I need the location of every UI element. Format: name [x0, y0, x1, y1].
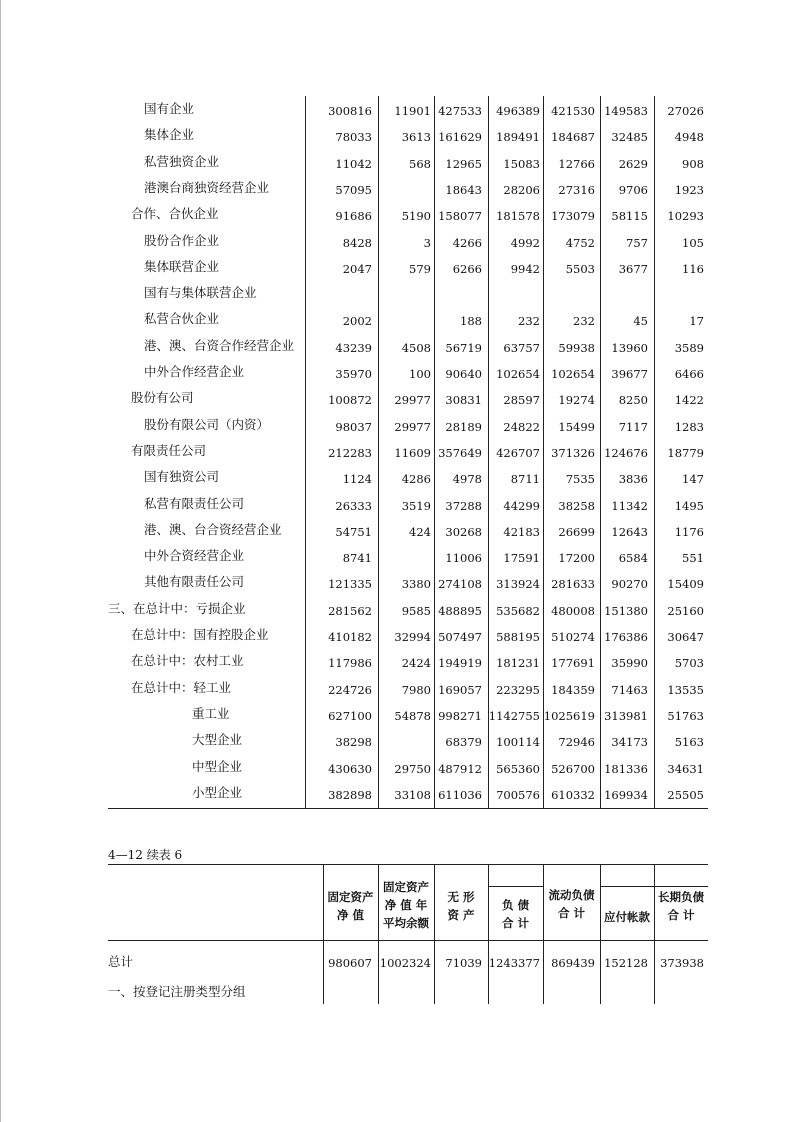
header-line: 长期负债 [658, 890, 704, 904]
cell-value: 6266 [452, 261, 482, 276]
cell-value: 382898 [328, 787, 372, 802]
cell-value: 371326 [551, 445, 595, 460]
cell-value: 212283 [328, 445, 372, 460]
cell-value: 32994 [394, 630, 431, 644]
table-row [108, 780, 708, 806]
header-line: 负 债 [501, 898, 529, 912]
cell-value: 7980 [401, 682, 431, 697]
table-row [108, 543, 708, 569]
row-label: 重工业 [192, 705, 230, 721]
cell-value: 1422 [674, 393, 704, 408]
table-top-rule [108, 864, 708, 865]
header-line: 平均余额 [383, 916, 429, 930]
cell-value: 56719 [445, 340, 482, 355]
cell-value: 30647 [667, 630, 704, 644]
table-row [108, 306, 708, 332]
cell-value: 121335 [328, 577, 372, 592]
cell-value: 424 [409, 524, 431, 539]
row-label: 股份有限公司（内资） [144, 416, 270, 432]
cell-value: 149583 [604, 104, 648, 118]
table-row [108, 149, 708, 175]
row-label: 总计 [108, 954, 134, 969]
cell-value: 7117 [618, 419, 648, 434]
table-row [108, 280, 708, 306]
cell-value: 28189 [445, 419, 482, 434]
row-label: 股份合作企业 [144, 232, 220, 248]
cell-value: 184687 [551, 130, 595, 145]
header-line: 无 形 [447, 890, 475, 904]
header-line: 净 值 年 [384, 898, 428, 912]
cell-value: 6466 [674, 367, 704, 381]
cell-value: 17200 [558, 551, 595, 566]
cell-value: 181578 [496, 209, 540, 224]
cell-value: 176386 [604, 630, 648, 644]
cell-value: 4978 [452, 472, 482, 487]
cell-value: 19274 [558, 393, 595, 408]
cell-value: 568 [409, 156, 431, 171]
cell-value: 158077 [438, 209, 482, 224]
cell-value: 33108 [394, 787, 431, 802]
cell-value: 173079 [551, 209, 595, 224]
cell-value: 90270 [611, 577, 648, 592]
cell-value: 71039 [445, 956, 482, 970]
cell-value: 11609 [394, 445, 431, 460]
row-label: 其他有限责任公司 [144, 574, 245, 590]
cell-value: 313924 [496, 577, 540, 592]
column-divider [434, 864, 435, 1004]
cell-value: 54751 [335, 524, 372, 539]
row-label: 港、澳、台合资经营企业 [144, 521, 282, 537]
cell-value: 426707 [496, 445, 540, 460]
row-label: 港澳台商独资经营企业 [144, 179, 270, 195]
row-label: 股份有公司 [131, 390, 194, 406]
table-row [108, 175, 708, 201]
cell-value: 90640 [445, 367, 482, 381]
table-row [108, 201, 708, 227]
header-line: 资 产 [447, 908, 475, 922]
cell-value: 300816 [328, 104, 372, 118]
cell-value: 11006 [445, 551, 482, 566]
table-row [108, 648, 708, 674]
column-header [654, 888, 708, 924]
cell-value: 9942 [510, 261, 540, 276]
row-label: 在总计中：农村工业 [131, 653, 244, 669]
cell-value: 27316 [558, 182, 595, 197]
table-row [108, 412, 708, 438]
cell-value: 11342 [611, 498, 648, 513]
row-label: 有限责任公司 [131, 442, 207, 458]
row-label: 小型企业 [192, 784, 243, 800]
header-line: 流动负债 [548, 888, 595, 902]
cell-value: 421530 [551, 104, 595, 118]
cell-value: 4752 [565, 235, 595, 250]
cell-value: 105 [682, 235, 704, 250]
cell-value: 12643 [611, 524, 648, 539]
column-divider [488, 864, 489, 1004]
header-line: 净 值 [336, 908, 364, 922]
cell-value: 17591 [503, 551, 540, 566]
cell-value: 117986 [328, 656, 372, 671]
header-bottom-rule [108, 940, 708, 941]
cell-value: 98037 [335, 419, 372, 434]
cell-value: 78033 [335, 130, 372, 145]
row-label: 国有企业 [144, 101, 195, 116]
cell-value: 223295 [496, 682, 540, 697]
cell-value: 15409 [667, 577, 704, 592]
table-row [108, 438, 708, 464]
cell-value: 24822 [503, 419, 540, 434]
cell-value: 3677 [618, 261, 648, 276]
cell-value: 4266 [452, 235, 482, 250]
cell-value: 281562 [328, 603, 372, 618]
cell-value: 17 [689, 314, 704, 329]
cell-value: 1495 [674, 498, 704, 513]
cell-value: 12766 [558, 156, 595, 171]
cell-value: 3589 [674, 340, 704, 355]
table-row [108, 754, 708, 780]
cell-value: 25160 [667, 603, 704, 618]
cell-value: 35970 [335, 367, 372, 381]
cell-value: 908 [682, 156, 704, 171]
cell-value: 535682 [496, 603, 540, 618]
row-label: 中外合作经营企业 [144, 364, 245, 379]
cell-value: 232 [518, 314, 540, 329]
row-label: 私营合伙企业 [144, 311, 220, 327]
row-label: 在总计中：轻工业 [131, 679, 232, 695]
cell-value: 9706 [618, 182, 648, 197]
cell-value: 2424 [401, 656, 431, 671]
cell-value: 313981 [604, 708, 648, 723]
cell-value: 51763 [667, 708, 704, 723]
cell-value: 184359 [551, 682, 595, 697]
cell-value: 177691 [551, 656, 595, 671]
header-line: 应付帐款 [604, 910, 650, 924]
cell-value: 8428 [342, 235, 372, 250]
cell-value: 15083 [503, 156, 540, 171]
cell-value: 18779 [667, 445, 704, 460]
table-row [108, 517, 708, 543]
table-bottom-rule [108, 808, 708, 809]
cell-value: 54878 [394, 708, 431, 723]
cell-value: 410182 [328, 630, 372, 644]
cell-value: 18643 [445, 182, 482, 197]
cell-value: 757 [626, 235, 648, 250]
table-row [108, 359, 708, 385]
header-line: 合 计 [557, 906, 585, 920]
cell-value: 34173 [611, 735, 648, 750]
cell-value: 11042 [335, 156, 372, 171]
column-divider [600, 864, 601, 1004]
column-divider [323, 864, 324, 1004]
row-label: 国有与集体联营企业 [144, 285, 257, 301]
column-header [434, 888, 488, 924]
row-label: 中外合资经营企业 [144, 548, 245, 564]
cell-value: 427533 [438, 104, 482, 118]
column-divider [654, 864, 655, 1004]
cell-value: 181231 [496, 656, 540, 671]
cell-value: 57095 [335, 182, 372, 197]
cell-value: 507497 [438, 630, 482, 644]
cell-value: 4948 [674, 130, 704, 145]
table-row [108, 385, 708, 411]
cell-value: 510274 [551, 630, 595, 644]
cell-value: 15499 [558, 419, 595, 434]
cell-value: 27026 [667, 104, 704, 118]
cell-value: 161629 [438, 130, 482, 145]
row-label: 国有独资公司 [144, 469, 220, 485]
cell-value: 3519 [401, 498, 431, 513]
cell-value: 1283 [674, 419, 704, 434]
cell-value: 25505 [667, 787, 704, 802]
table-row [108, 96, 708, 122]
cell-value: 152128 [604, 956, 648, 970]
cell-value: 124676 [604, 445, 648, 460]
table-row [108, 254, 708, 280]
cell-value: 7535 [565, 472, 595, 487]
cell-value: 100 [409, 367, 431, 381]
cell-value: 26333 [335, 498, 372, 513]
cell-value: 72946 [558, 735, 595, 750]
cell-value: 487912 [438, 761, 482, 776]
cell-value: 13960 [611, 340, 648, 355]
cell-value: 194919 [438, 656, 482, 671]
table-row [108, 569, 708, 595]
cell-value: 1002324 [379, 956, 431, 970]
table-row [108, 622, 708, 648]
cell-value: 579 [409, 261, 431, 276]
cell-value: 63757 [503, 340, 540, 355]
cell-value: 4992 [510, 235, 540, 250]
cell-value: 100872 [328, 393, 372, 408]
row-label: 私营有限责任公司 [144, 495, 245, 511]
header-line: 固定资产 [327, 890, 374, 904]
cell-value: 998271 [438, 708, 482, 723]
row-label: 一、按登记注册类型分组 [108, 984, 246, 999]
cell-value: 29977 [394, 419, 431, 434]
cell-value: 3380 [401, 577, 431, 592]
cell-value: 1923 [674, 182, 704, 197]
column-divider [543, 864, 544, 1004]
cell-value: 102654 [496, 367, 540, 381]
cell-value: 5190 [401, 209, 431, 224]
table-row [108, 464, 708, 490]
row-label: 私营独资企业 [144, 153, 220, 169]
row-label: 港、澳、台资合作经营企业 [144, 337, 295, 353]
cell-value: 496389 [496, 104, 540, 118]
cell-value: 6584 [618, 551, 648, 566]
cell-value: 4508 [401, 340, 431, 355]
cell-value: 12965 [445, 156, 482, 171]
cell-value: 551 [682, 551, 704, 566]
table-row [108, 596, 708, 622]
cell-value: 627100 [328, 708, 372, 723]
table-row [108, 122, 708, 148]
cell-value: 588195 [496, 630, 540, 644]
cell-value: 869439 [551, 956, 595, 970]
cell-value: 3613 [401, 130, 431, 145]
column-header [378, 878, 434, 932]
table-row [108, 228, 708, 254]
cell-value: 39677 [611, 367, 648, 381]
cell-value: 26699 [558, 524, 595, 539]
table-row [108, 727, 708, 753]
page-left-border [0, 0, 1, 1122]
cell-value: 29977 [394, 393, 431, 408]
cell-value: 224726 [328, 682, 372, 697]
cell-value: 10293 [667, 209, 704, 224]
cell-value: 5503 [565, 261, 595, 276]
cell-value: 188 [460, 314, 482, 329]
cell-value: 1243377 [488, 956, 540, 970]
column-header [543, 886, 600, 922]
cell-value: 1124 [342, 472, 372, 487]
cell-value: 35990 [611, 656, 648, 671]
cell-value: 169934 [604, 787, 648, 802]
cell-value: 8741 [342, 551, 372, 566]
cell-value: 2047 [342, 261, 372, 276]
cell-value: 2002 [342, 314, 372, 329]
column-header [323, 888, 378, 924]
cell-value: 2629 [618, 156, 648, 171]
cell-value: 30831 [445, 393, 482, 408]
cell-value: 189491 [496, 130, 540, 145]
cell-value: 34631 [667, 761, 704, 776]
row-label: 在总计中：国有控股企业 [131, 627, 269, 642]
cell-value: 488895 [438, 603, 482, 618]
cell-value: 1176 [674, 524, 704, 539]
cell-value: 13535 [667, 682, 704, 697]
header-line: 固定资产 [383, 880, 429, 894]
row-label: 集体联营企业 [144, 258, 220, 274]
cell-value: 232 [573, 314, 595, 329]
cell-value: 181336 [604, 761, 648, 776]
row-label: 三、在总计中：亏损企业 [108, 600, 246, 616]
cell-value: 91686 [335, 209, 372, 224]
header-sub-rule-left [488, 886, 543, 887]
cell-value: 151380 [604, 603, 648, 618]
cell-value: 42183 [503, 524, 540, 539]
cell-value: 44299 [503, 498, 540, 513]
header-sub-rule-right2 [654, 886, 708, 887]
cell-value: 8250 [618, 393, 648, 408]
cell-value: 43239 [335, 340, 372, 355]
cell-value: 59938 [558, 340, 595, 355]
cell-value: 5703 [674, 656, 704, 671]
cell-value: 71463 [611, 682, 648, 697]
cell-value: 3836 [618, 472, 648, 487]
cell-value: 611036 [438, 787, 482, 802]
cell-value: 29750 [394, 761, 431, 776]
cell-value: 169057 [438, 682, 482, 697]
table-row [108, 701, 708, 727]
cell-value: 1142755 [488, 708, 540, 723]
row-label: 合作、合伙企业 [131, 206, 219, 222]
table-row [108, 675, 708, 701]
cell-value: 58115 [611, 209, 648, 224]
cell-value: 102654 [551, 367, 595, 381]
cell-value: 565360 [496, 761, 540, 776]
cell-value: 3 [423, 235, 431, 250]
cell-value: 700576 [496, 787, 540, 802]
cell-value: 28206 [503, 182, 540, 197]
cell-value: 147 [682, 472, 704, 487]
cell-value: 1025619 [543, 708, 595, 723]
cell-value: 480008 [551, 603, 595, 618]
cell-value: 5163 [674, 735, 704, 750]
cell-value: 357649 [438, 445, 482, 460]
cell-value: 980607 [328, 956, 372, 970]
cell-value: 38298 [335, 735, 372, 750]
cell-value: 28597 [503, 393, 540, 408]
cell-value: 45 [633, 314, 648, 329]
column-header [488, 896, 543, 932]
cell-value: 30268 [445, 524, 482, 539]
row-label: 集体企业 [144, 127, 195, 143]
cell-value: 430630 [328, 761, 372, 776]
cell-value: 100114 [496, 735, 540, 750]
table-row [108, 491, 708, 517]
cell-value: 32485 [611, 130, 648, 145]
cell-value: 116 [682, 261, 704, 276]
cell-value: 526700 [551, 761, 595, 776]
cell-value: 8711 [510, 472, 540, 487]
cell-value: 37288 [445, 498, 482, 513]
cell-value: 11901 [394, 104, 431, 118]
cell-value: 38258 [558, 498, 595, 513]
cell-value: 68379 [445, 735, 482, 750]
column-header [600, 908, 654, 926]
statistics-table-6 [108, 864, 708, 1004]
table-row [108, 333, 708, 359]
cell-value: 610332 [551, 787, 595, 802]
cell-value: 373938 [660, 956, 704, 970]
header-line: 合 计 [667, 908, 695, 922]
cell-value: 9585 [401, 603, 431, 618]
table-caption: 4—12 续表 6 [108, 848, 183, 862]
cell-value: 274108 [438, 577, 482, 592]
row-label: 中型企业 [192, 758, 243, 774]
cell-value: 4286 [401, 472, 431, 487]
cell-value: 281633 [551, 577, 595, 592]
row-label: 大型企业 [192, 732, 243, 748]
header-line: 合 计 [501, 916, 529, 930]
